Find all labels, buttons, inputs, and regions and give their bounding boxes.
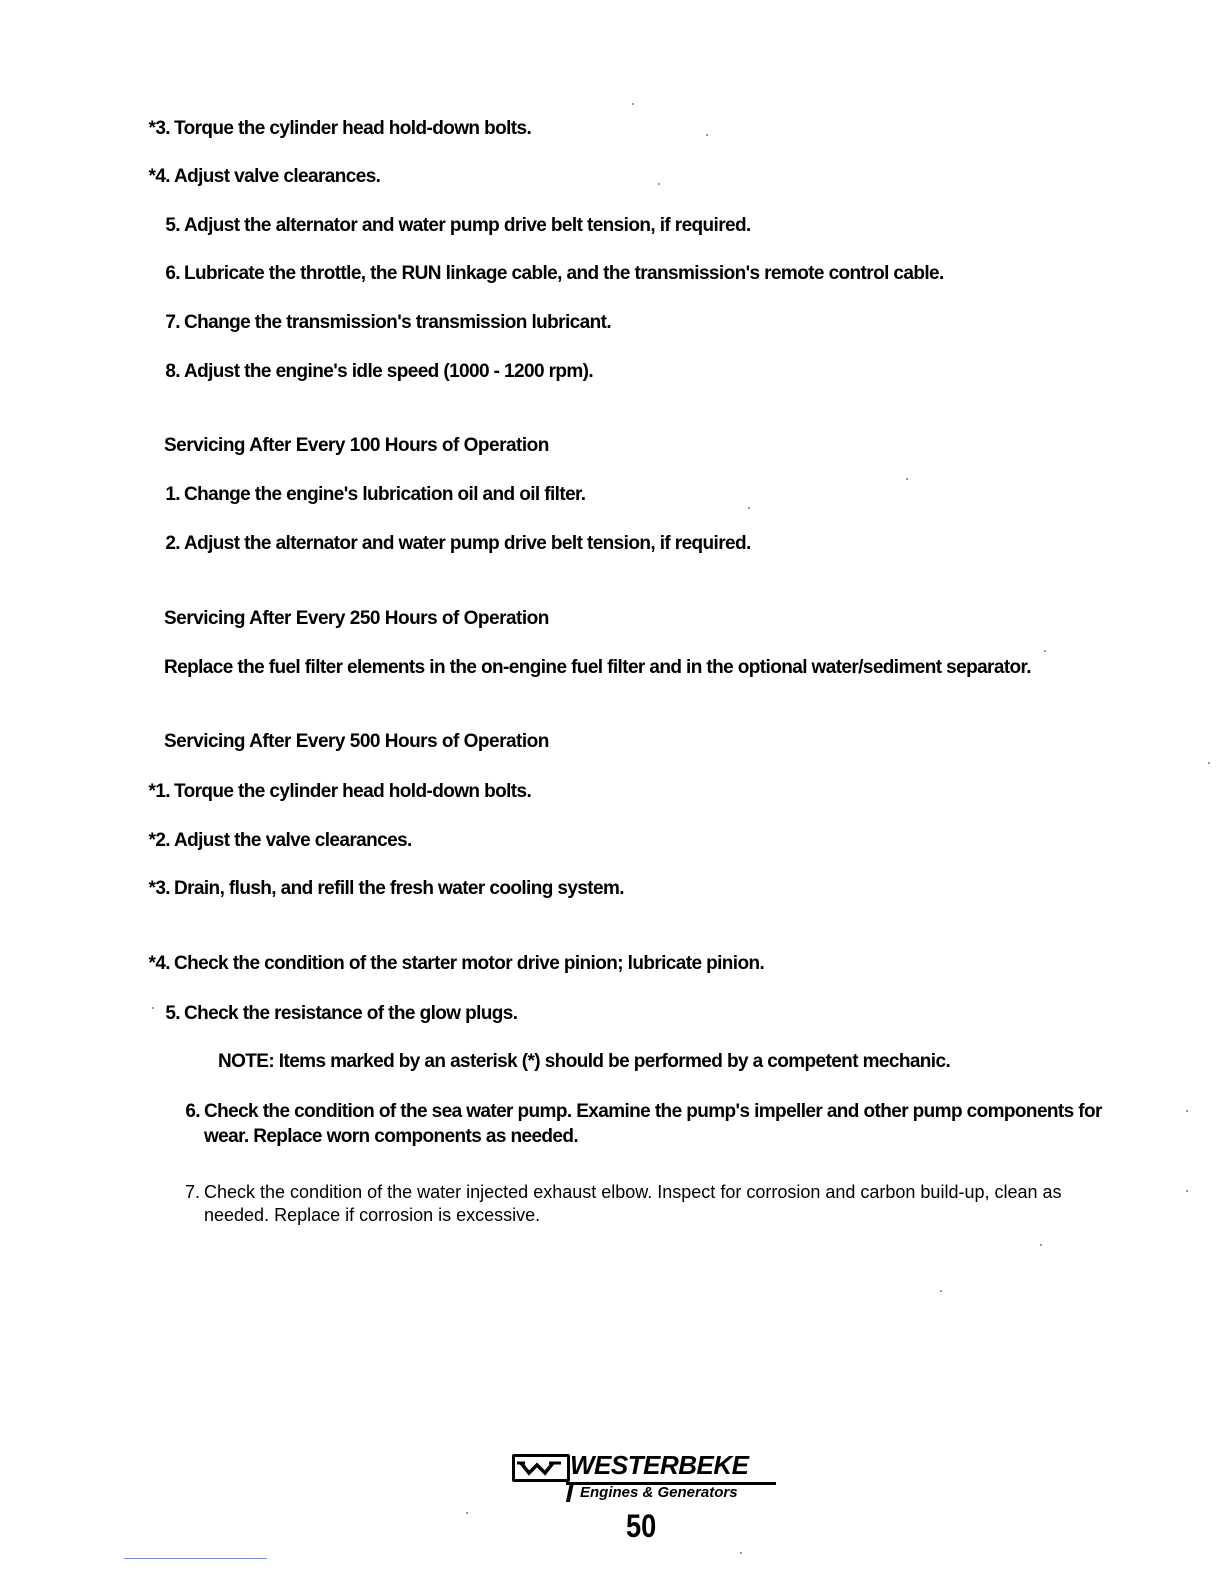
scan-speck <box>1040 1244 1042 1246</box>
westerbeke-emblem-icon <box>512 1454 570 1482</box>
westerbeke-logo <box>510 1450 780 1510</box>
scan-speck <box>706 134 708 136</box>
scan-speck <box>1186 1190 1188 1192</box>
bottom-rule <box>124 1558 267 1559</box>
scan-speck <box>1208 762 1210 764</box>
list-item: 7. Change the transmission's transmission lubricant. <box>165 312 611 333</box>
section-250-text: Replace the fuel filter elements in the on-engine fuel filter and in the optional water/sediment separator. <box>164 657 1031 678</box>
list-item: *3. Drain, flush, and refill the fresh water cooling system. <box>148 878 624 899</box>
logo-tagline: Engines & Generators <box>580 1484 738 1501</box>
scan-speck <box>658 183 660 185</box>
section-heading-100: Servicing After Every 100 Hours of Operation <box>164 435 549 456</box>
scan-speck <box>940 1290 942 1292</box>
list-item: *3. Torque the cylinder head hold-down bolts. <box>148 118 532 139</box>
scan-speck <box>632 103 634 105</box>
list-item: *2. Adjust the valve clearances. <box>148 830 412 851</box>
list-item: 7. Check the condition of the water injected exhaust elbow. Inspect for corrosion and carbon build-up, clean as needed. Replace if corrosion is excessive. <box>184 1182 1062 1225</box>
list-item: *4. Check the condition of the starter motor drive pinion; lubricate pinion. <box>148 953 765 974</box>
list-item: 2. Adjust the alternator and water pump drive belt tension, if required. <box>165 533 751 554</box>
list-item: 6. Lubricate the throttle, the RUN linkage cable, and the transmission's remote control cable. <box>165 263 944 284</box>
list-item: 5. Adjust the alternator and water pump drive belt tension, if required. <box>165 215 751 236</box>
list-item: 8. Adjust the engine's idle speed (1000 - 1200 rpm). <box>165 361 594 382</box>
scan-speck <box>152 1007 154 1009</box>
scan-speck <box>1044 650 1046 652</box>
scan-speck <box>740 1552 742 1554</box>
asterisk-note: NOTE: Items marked by an asterisk (*) should be performed by a competent mechanic. <box>218 1051 951 1072</box>
section-heading-500: Servicing After Every 500 Hours of Operation <box>164 731 549 752</box>
list-item: 1. Change the engine's lubrication oil and oil filter. <box>165 484 586 505</box>
section-heading-250: Servicing After Every 250 Hours of Operation <box>164 608 549 629</box>
logo-brand-name: WESTERBEKE <box>570 1450 749 1480</box>
list-item: *1. Torque the cylinder head hold-down bolts. <box>148 781 532 802</box>
list-item: 6. Check the condition of the sea water pump. Examine the pump's impeller and other pump components for wear. Replace worn components as needed. <box>185 1101 1102 1147</box>
list-item: *4. Adjust valve clearances. <box>148 166 381 187</box>
logo-stem <box>566 1482 574 1502</box>
w-mark-icon <box>515 1457 567 1479</box>
scan-speck <box>466 1512 468 1514</box>
list-item: 5. Check the resistance of the glow plugs. <box>165 1003 518 1024</box>
scan-speck <box>906 478 908 480</box>
scan-speck <box>748 507 750 509</box>
page-number: 50 <box>626 1508 657 1544</box>
scan-speck <box>1186 1110 1188 1112</box>
